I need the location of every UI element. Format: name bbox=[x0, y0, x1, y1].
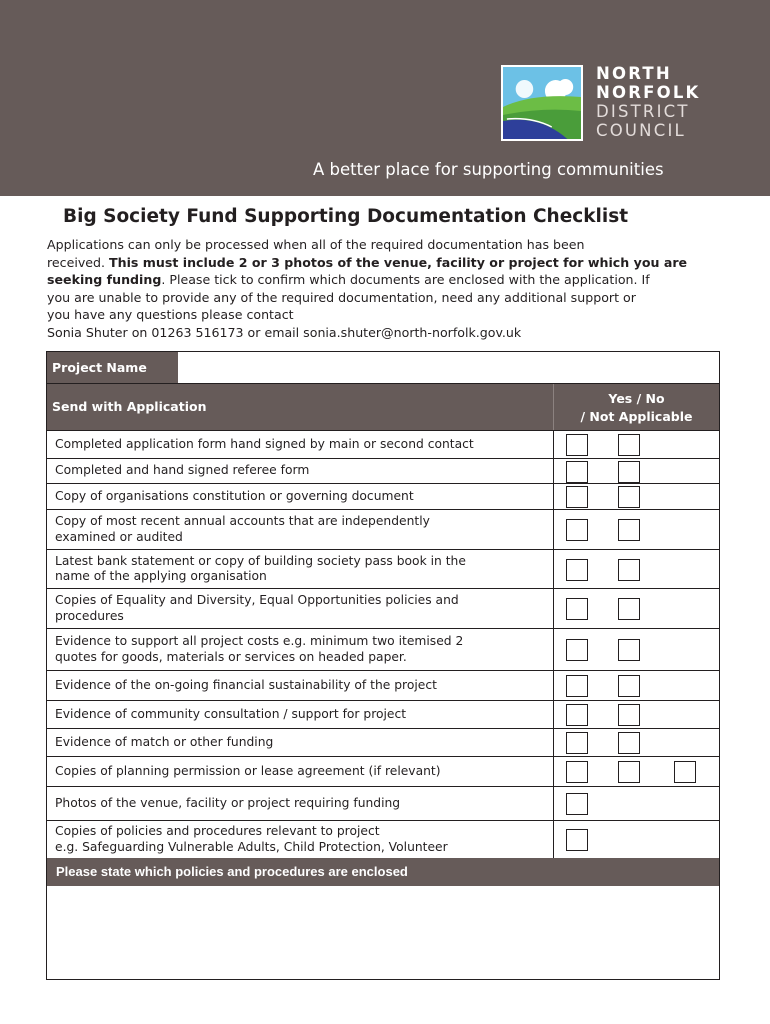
yes-checkbox[interactable] bbox=[566, 732, 588, 754]
no-checkbox[interactable] bbox=[618, 639, 640, 661]
table-row bbox=[47, 549, 719, 588]
no-checkbox[interactable] bbox=[618, 761, 640, 783]
no-checkbox[interactable] bbox=[618, 598, 640, 620]
table-row bbox=[47, 820, 719, 858]
divider bbox=[553, 589, 554, 628]
no-checkbox[interactable] bbox=[618, 675, 640, 697]
document-requirement bbox=[55, 431, 550, 458]
divider bbox=[553, 821, 554, 858]
council-logo-icon bbox=[501, 65, 583, 141]
intro-line: you are unable to provide any of the required documentation, need any additional support or bbox=[47, 289, 636, 305]
no-checkbox[interactable] bbox=[618, 461, 640, 483]
checklist-table bbox=[46, 351, 720, 980]
project-name-label: Project Name bbox=[47, 352, 178, 383]
policies-text-area[interactable] bbox=[47, 886, 719, 979]
requirement-text: Copies of Equality and Diversity, Equal Opportunities policies and procedures bbox=[55, 593, 459, 623]
document-requirement bbox=[55, 550, 550, 588]
divider bbox=[553, 550, 554, 588]
yes-checkbox[interactable] bbox=[566, 829, 588, 851]
divider bbox=[553, 671, 554, 700]
divider bbox=[553, 729, 554, 756]
yes-checkbox[interactable] bbox=[566, 639, 588, 661]
contact-line: Sonia Shuter on 01263 516173 or email sonia.shuter@north-norfolk.gov.uk bbox=[47, 324, 522, 340]
table-row bbox=[47, 628, 719, 670]
requirement-text: Copies of planning permission or lease agreement (if relevant) bbox=[55, 763, 441, 778]
requirement-text: Copy of organisations constitution or governing document bbox=[55, 488, 414, 503]
requirement-text: Evidence of community consultation / support for project bbox=[55, 706, 407, 721]
yes-checkbox[interactable] bbox=[566, 461, 588, 483]
document-requirement bbox=[55, 459, 550, 483]
yes-checkbox[interactable] bbox=[566, 675, 588, 697]
requirement-text: Latest bank statement or copy of building society pass book in the name of the applying organisation bbox=[55, 553, 466, 583]
intro-line bbox=[47, 271, 727, 289]
table-row bbox=[47, 430, 719, 458]
table-row bbox=[47, 509, 719, 549]
yes-checkbox[interactable] bbox=[566, 598, 588, 620]
document-requirement bbox=[55, 729, 550, 756]
intro-line: you have any questions please contact bbox=[47, 307, 294, 323]
requirement-text: Completed and hand signed referee form bbox=[55, 463, 310, 478]
yes-checkbox[interactable] bbox=[566, 486, 588, 508]
yes-checkbox[interactable] bbox=[566, 519, 588, 541]
table-row bbox=[47, 588, 719, 628]
intro-text: received. bbox=[47, 254, 110, 270]
requirement-text: Evidence of the on-going financial sustainability of the project bbox=[55, 677, 437, 692]
yes-checkbox[interactable] bbox=[566, 793, 588, 815]
table-row bbox=[47, 670, 719, 700]
document-requirement bbox=[55, 787, 550, 820]
logo-line-district: DISTRICT bbox=[596, 102, 690, 121]
requirement-text: Copy of most recent annual accounts that are independently examined or audited bbox=[55, 514, 430, 544]
no-checkbox[interactable] bbox=[618, 434, 640, 456]
document-requirement bbox=[55, 757, 550, 786]
logo-line-north: NORTH bbox=[596, 64, 672, 83]
logo-line-council: COUNCIL bbox=[596, 121, 686, 140]
table-row bbox=[47, 483, 719, 509]
yes-checkbox[interactable] bbox=[566, 704, 588, 726]
requirement-text: Completed application form hand signed by main or second contact bbox=[55, 436, 474, 451]
divider bbox=[553, 484, 554, 509]
divider bbox=[553, 701, 554, 728]
header-banner bbox=[0, 0, 770, 196]
table-row bbox=[47, 728, 719, 756]
page-title: Big Society Fund Supporting Documentation Checklist bbox=[63, 206, 629, 227]
table-row bbox=[47, 700, 719, 728]
intro-line bbox=[47, 254, 727, 272]
yes-checkbox[interactable] bbox=[566, 761, 588, 783]
no-checkbox[interactable] bbox=[618, 486, 640, 508]
table-row bbox=[47, 786, 719, 820]
document-requirement bbox=[55, 701, 550, 728]
no-checkbox[interactable] bbox=[618, 732, 640, 754]
requirement-text: Evidence of match or other funding bbox=[55, 734, 274, 749]
intro-line: Applications can only be processed when all of the required documentation has been bbox=[47, 237, 585, 252]
tagline: A better place for supporting communities bbox=[313, 160, 664, 179]
table-header bbox=[47, 384, 719, 430]
divider bbox=[553, 510, 554, 549]
divider bbox=[553, 459, 554, 483]
document-requirement bbox=[55, 484, 550, 509]
document-requirement bbox=[55, 589, 550, 628]
no-checkbox[interactable] bbox=[618, 519, 640, 541]
divider bbox=[553, 629, 554, 670]
divider bbox=[553, 431, 554, 458]
divider bbox=[553, 757, 554, 786]
yes-checkbox[interactable] bbox=[566, 559, 588, 581]
table-row bbox=[47, 756, 719, 786]
policies-heading: Please state which policies and procedures are enclosed bbox=[47, 858, 719, 886]
document-requirement bbox=[55, 671, 550, 700]
intro-paragraph bbox=[47, 236, 727, 342]
requirement-text: Copies of policies and procedures relevant to project e.g. Safeguarding Vulnerable Adults, Child Protection, Volunteer bbox=[55, 824, 448, 854]
no-checkbox[interactable] bbox=[618, 559, 640, 581]
send-with-application-heading: Send with Application bbox=[52, 399, 207, 414]
requirement-text: Evidence to support all project costs e.g. minimum two itemised 2 quotes for goods, materials or services on headed paper. bbox=[55, 634, 464, 664]
document-requirement bbox=[55, 821, 550, 858]
requirement-text: Photos of the venue, facility or project requiring funding bbox=[55, 795, 401, 810]
yes-checkbox[interactable] bbox=[566, 434, 588, 456]
document-requirement bbox=[55, 510, 550, 549]
yes-no-heading: Yes / No / Not Applicable bbox=[580, 391, 693, 424]
intro-text: . Please tick to confirm which documents are enclosed with the application. If bbox=[161, 272, 650, 288]
divider bbox=[553, 787, 554, 820]
not-applicable-checkbox[interactable] bbox=[674, 761, 696, 783]
logo-line-norfolk: NORFOLK bbox=[596, 83, 701, 102]
council-name bbox=[596, 64, 701, 140]
intro-emphasis: seeking funding bbox=[47, 272, 162, 288]
table-row bbox=[47, 458, 719, 483]
document-requirement bbox=[55, 629, 550, 670]
no-checkbox[interactable] bbox=[618, 704, 640, 726]
intro-emphasis: This must include 2 or 3 photos of the venue, facility or project for which you are bbox=[109, 254, 688, 270]
